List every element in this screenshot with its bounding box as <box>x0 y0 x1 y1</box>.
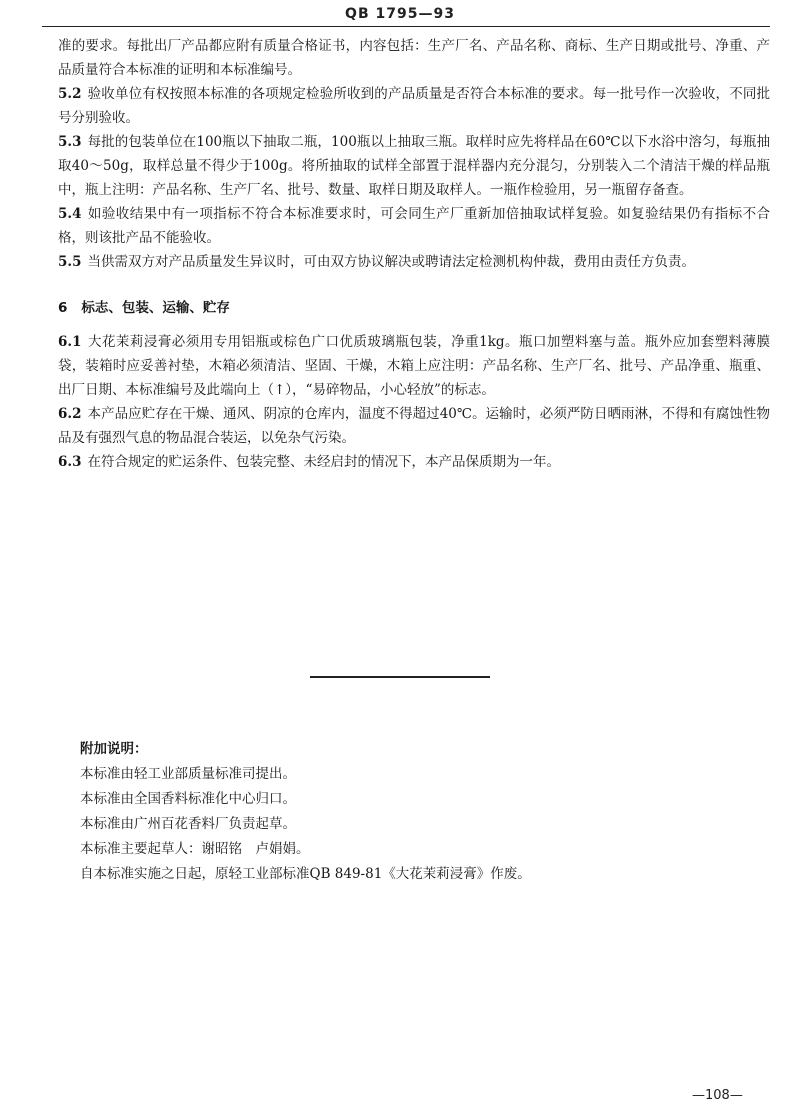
section-title-text: 标志、包装、运输、贮存 <box>81 300 230 316</box>
clauses-section-5 <box>58 82 770 274</box>
clause-number: 6.1 <box>58 334 82 350</box>
end-of-text-rule <box>310 676 490 678</box>
notes-title: 附加说明： <box>80 741 148 757</box>
clause-text: 在符合规定的贮运条件、包装完整、未经启封的情况下，本产品保质期为一年。 <box>87 454 560 470</box>
clause-number: 5.3 <box>58 134 82 150</box>
clause-text: 每批的包装单位在100瓶以下抽取二瓶，100瓶以上抽取三瓶。取样时应先将样品在60℃以下水浴中溶匀，每瓶抽取40～50g，取样总量不得少于100g。将所抽取的试样全部置于混样器内充分混匀，分别装入二个清洁干燥的样品瓶中，瓶上注明：产品名称、生产厂名、批号、数量、取样日期及取样人。一瓶作检验用，另一瓶留存备查。 <box>58 134 770 198</box>
main-content <box>58 34 770 474</box>
note-line: 本标准主要起草人：谢昭铭 卢娟娟。 <box>80 841 310 857</box>
clause-6-2 <box>58 402 770 450</box>
clauses-section-6 <box>58 330 770 474</box>
header-divider <box>42 26 770 27</box>
clause-number: 5.2 <box>58 86 82 102</box>
additional-notes <box>80 737 740 887</box>
clause-text: 如验收结果中有一项指标不符合本标准要求时，可会同生产厂重新加倍抽取试样复验。如复验结果仍有指标不合格，则该批产品不能验收。 <box>58 206 770 246</box>
clause-text: 本产品应贮存在干燥、通风、阴凉的仓库内，温度不得超过40℃。运输时，必须严防日晒雨淋，不得和有腐蚀性物品及有强烈气息的物品混合装运，以免杂气污染。 <box>58 406 770 446</box>
clause-5-3 <box>58 130 770 202</box>
clause-text: 大花茉莉浸膏必须用专用铝瓶或棕色广口优质玻璃瓶包装，净重1kg。瓶口加塑料塞与盖。瓶外应加套塑料薄膜袋，装箱时应妥善衬垫，木箱必须清洁、坚固、干燥，木箱上应注明：产品名称、生产厂名、批号、产品净重、瓶重、出厂日期、本标准编号及此端向上（↑），“易碎物品，小心轻放”的标志。 <box>58 334 770 398</box>
page-number: —108— <box>692 1088 743 1103</box>
note-line: 本标准由轻工业部质量标准司提出。 <box>80 766 296 782</box>
clause-text: 验收单位有权按照本标准的各项规定检验所收到的产品质量是否符合本标准的要求。每一批号作一次验收，不同批号分别验收。 <box>58 86 770 126</box>
clause-5-4 <box>58 202 770 250</box>
clause-text: 当供需双方对产品质量发生异议时，可由双方协议解决或聘请法定检测机构仲裁，费用由责任方负责。 <box>87 254 695 270</box>
clause-6-1 <box>58 330 770 402</box>
clause-number: 5.5 <box>58 254 82 270</box>
note-line: 本标准由广州百花香料厂负责起草。 <box>80 816 296 832</box>
clause-5-5 <box>58 250 770 274</box>
clause-6-3 <box>58 450 770 474</box>
section-6-heading <box>58 296 770 320</box>
section-number: 6 <box>58 300 68 316</box>
note-line: 自本标准实施之日起，原轻工业部标准QB 849-81《大花茉莉浸膏》作废。 <box>80 866 531 882</box>
clause-5-2 <box>58 82 770 130</box>
clause-number: 6.3 <box>58 454 82 470</box>
standard-code-header: QB 1795—93 <box>345 6 455 22</box>
note-line: 本标准由全国香料标准化中心归口。 <box>80 791 296 807</box>
continuation-paragraph: 准的要求。每批出厂产品都应附有质量合格证书，内容包括：生产厂名、产品名称、商标、生产日期或批号、净重、产品质量符合本标准的证明和本标准编号。 <box>58 38 770 78</box>
clause-number: 6.2 <box>58 406 82 422</box>
clause-number: 5.4 <box>58 206 82 222</box>
